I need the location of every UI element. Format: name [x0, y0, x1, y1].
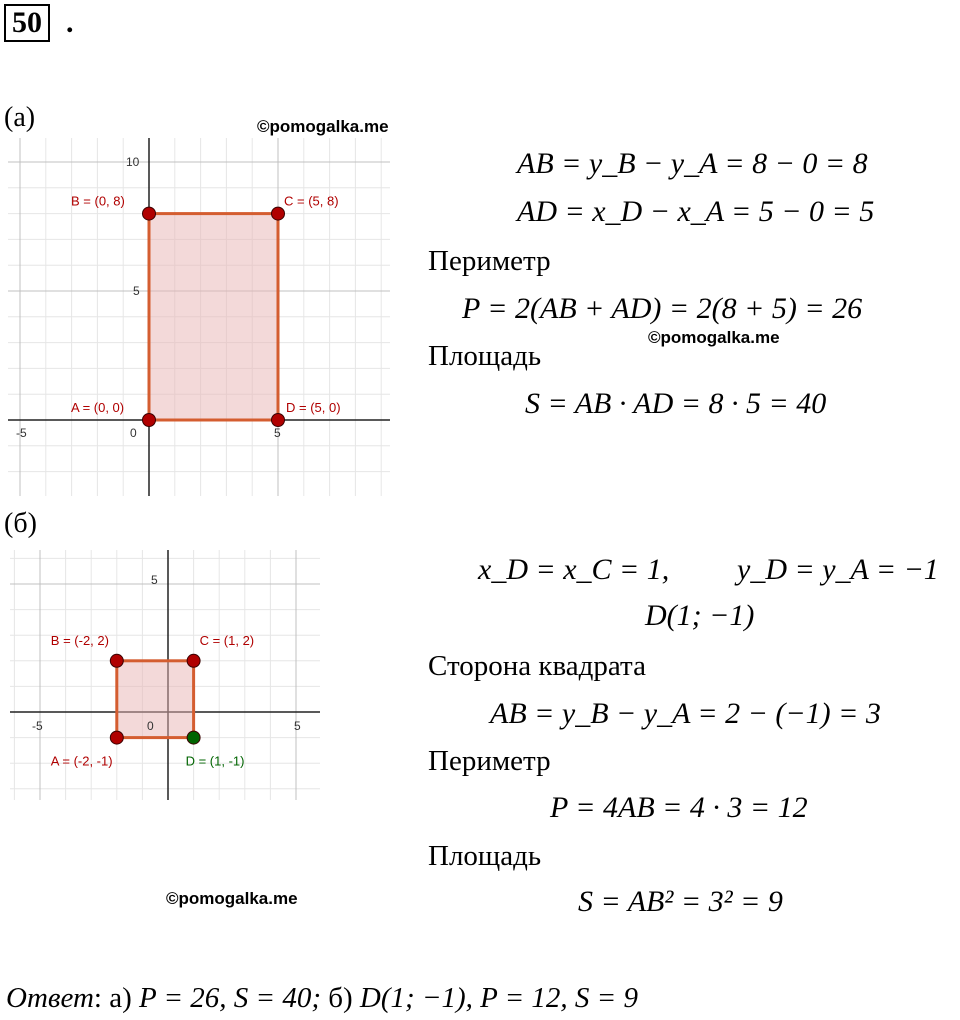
part-b-graph-svg: [10, 550, 320, 800]
axis-label-x-neg: -5: [32, 719, 43, 733]
axis-label-y-top: 10: [126, 155, 140, 169]
part-a-ab-formula: AB = y_B − y_A = 8 − 0 = 8: [517, 147, 868, 180]
point-label-c: C = (1, 2): [199, 632, 255, 648]
part-b-perimeter-label: Периметр: [428, 745, 551, 777]
answer-b-prefix: б): [328, 982, 353, 1014]
axis-label-origin: 0: [130, 426, 137, 440]
axis-label-y-top: 5: [151, 573, 158, 587]
part-a-area-formula: S = AB · AD = 8 · 5 = 40: [525, 387, 827, 420]
axis-label-y-mid: 5: [133, 284, 140, 298]
part-a-area-label: Площадь: [428, 340, 542, 372]
point-c: [272, 207, 285, 220]
part-b-yd-formula: y_D = y_A = −1: [737, 553, 939, 586]
point-label-c: C = (5, 8): [284, 193, 339, 209]
point-c: [187, 654, 200, 667]
point-label-a: A = (-2, -1): [50, 753, 113, 769]
point-label-a: A = (0, 0): [71, 400, 125, 415]
answer-colon: :: [93, 982, 102, 1014]
point-label-b: B = (0, 8): [71, 193, 125, 209]
problem-number-value: 50: [12, 6, 42, 39]
problem-number: [4, 4, 50, 42]
axis-label-x-pos: 5: [274, 426, 281, 440]
part-b-area-label: Площадь: [428, 840, 542, 872]
part-b-side-formula: AB = y_B − y_A = 2 − (−1) = 3: [490, 697, 881, 730]
answer-a-prefix: а): [109, 982, 132, 1014]
part-b-label: (б): [4, 508, 37, 539]
answer-label: Ответ: [6, 982, 94, 1014]
part-b-graph: [10, 550, 320, 800]
axis-label-origin: 0: [147, 719, 154, 733]
rectangle-abcd: [149, 214, 278, 420]
part-b-d-point: D(1; −1): [645, 599, 755, 632]
axis-label-x-pos: 5: [294, 719, 301, 733]
problem-number-dot: .: [66, 6, 74, 39]
answer-line: [6, 982, 638, 1015]
point-label-d: D = (5, 0): [286, 400, 341, 415]
part-b-xd-formula: x_D = x_C = 1,: [478, 553, 670, 586]
axis-label-x-neg: -5: [16, 426, 27, 440]
point-label-b: B = (-2, 2): [50, 632, 109, 648]
part-a-perimeter-formula: P = 2(AB + AD) = 2(8 + 5) = 26: [462, 292, 863, 325]
part-b-perimeter-formula: P = 4AB = 4 · 3 = 12: [550, 791, 808, 824]
point-d: [187, 731, 200, 744]
part-a-ad-formula: AD = x_D − x_A = 5 − 0 = 5: [517, 195, 875, 228]
watermark-b: ©pomogalka.me: [166, 889, 298, 908]
part-b-area-formula: S = AB² = 3² = 9: [578, 885, 783, 918]
part-a-label: (а): [4, 102, 36, 133]
part-a-graph-svg: [8, 138, 390, 496]
watermark-a: ©pomogalka.me: [257, 117, 389, 136]
point-b: [143, 207, 156, 220]
watermark-a2: ©pomogalka.me: [648, 328, 780, 347]
point-b: [110, 654, 123, 667]
part-b-side-label: Сторона квадрата: [428, 650, 646, 682]
square-abcd: [117, 661, 194, 738]
point-a: [143, 414, 156, 427]
part-a-perimeter-label: Периметр: [428, 245, 551, 277]
point-d: [272, 414, 285, 427]
part-a-graph: [8, 138, 390, 496]
answer-a-text: P = 26, S = 40;: [139, 982, 321, 1014]
point-label-d: D = (1, -1): [185, 753, 245, 769]
answer-b-text: D(1; −1), P = 12, S = 9: [359, 982, 638, 1014]
point-a: [110, 731, 123, 744]
